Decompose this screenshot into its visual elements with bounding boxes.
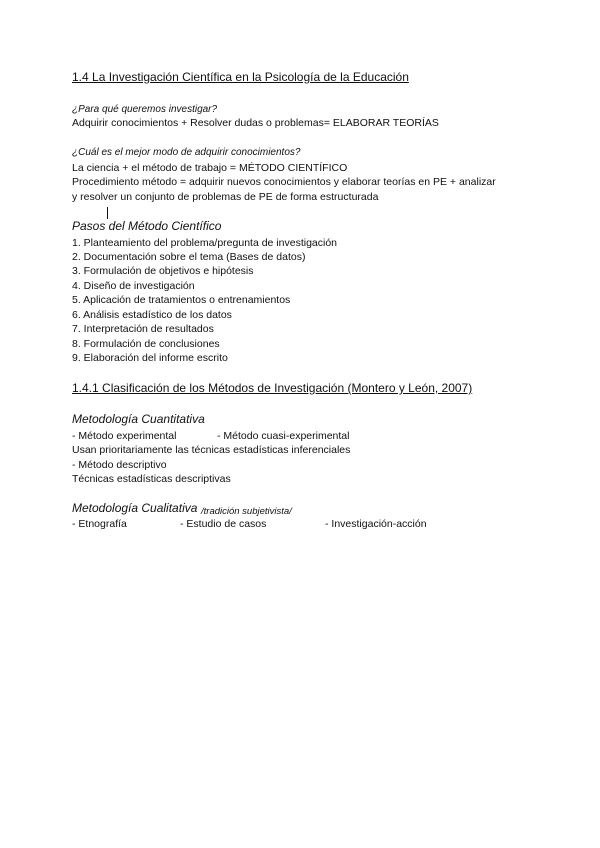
step-item: 9. Elaboración del informe escrito (72, 352, 228, 364)
step-item: 6. Análisis estadístico de los datos (72, 309, 232, 321)
quantitative-desc-inferential: Usan prioritariamente las técnicas estadísticas inferenciales (72, 444, 351, 456)
step-item: 5. Aplicación de tratamientos o entrenamientos (72, 294, 291, 306)
qualitative-note: /tradición subjetivista/ (201, 506, 292, 517)
method-action-research: - Investigación-acción (325, 518, 427, 530)
question-why-research: ¿Para qué queremos investigar? (72, 104, 218, 115)
answer-why-research: Adquirir conocimientos + Resolver dudas o problemas= ELABORAR TEORÍAS (72, 117, 439, 129)
step-item: 4. Diseño de investigación (72, 280, 195, 292)
text-cursor (107, 207, 108, 219)
quantitative-heading: Metodología Cuantitativa (72, 412, 205, 426)
question-best-method: ¿Cuál es el mejor modo de adquirir conocimientos? (72, 147, 301, 158)
method-quasi-experimental: - Método cuasi-experimental (217, 430, 350, 442)
qualitative-heading: Metodología Cualitativa (72, 501, 198, 515)
section-title: 1.4 La Investigación Científica en la Psicología de la Educación (72, 70, 409, 84)
subsection-title: 1.4.1 Clasificación de los Métodos de Investigación (Montero y León, 2007) (72, 381, 473, 395)
step-item: 7. Interpretación de resultados (72, 323, 214, 335)
steps-heading: Pasos del Método Científico (72, 219, 222, 233)
method-descriptive: - Método descriptivo (72, 459, 167, 471)
step-item: 1. Planteamiento del problema/pregunta de investigación (72, 237, 338, 249)
step-item: 8. Formulación de conclusiones (72, 338, 220, 350)
step-item: 3. Formulación de objetivos e hipótesis (72, 265, 254, 277)
step-item: 2. Documentación sobre el tema (Bases de datos) (72, 251, 306, 263)
method-experimental: - Método experimental (72, 430, 177, 442)
quantitative-desc-descriptive: Técnicas estadísticas descriptivas (72, 473, 231, 485)
method-ethnography: - Etnografía (72, 518, 127, 530)
answer-best-method-line1: La ciencia + el método de trabajo = MÉTODO CIENTÍFICO (72, 162, 348, 174)
answer-best-method-line3: y resolver un conjunto de problemas de PE de forma estructurada (72, 191, 379, 203)
method-case-study: - Estudio de casos (180, 518, 267, 530)
answer-best-method-line2: Procedimiento método = adquirir nuevos conocimientos y elaborar teorías en PE + analizar (72, 176, 496, 188)
